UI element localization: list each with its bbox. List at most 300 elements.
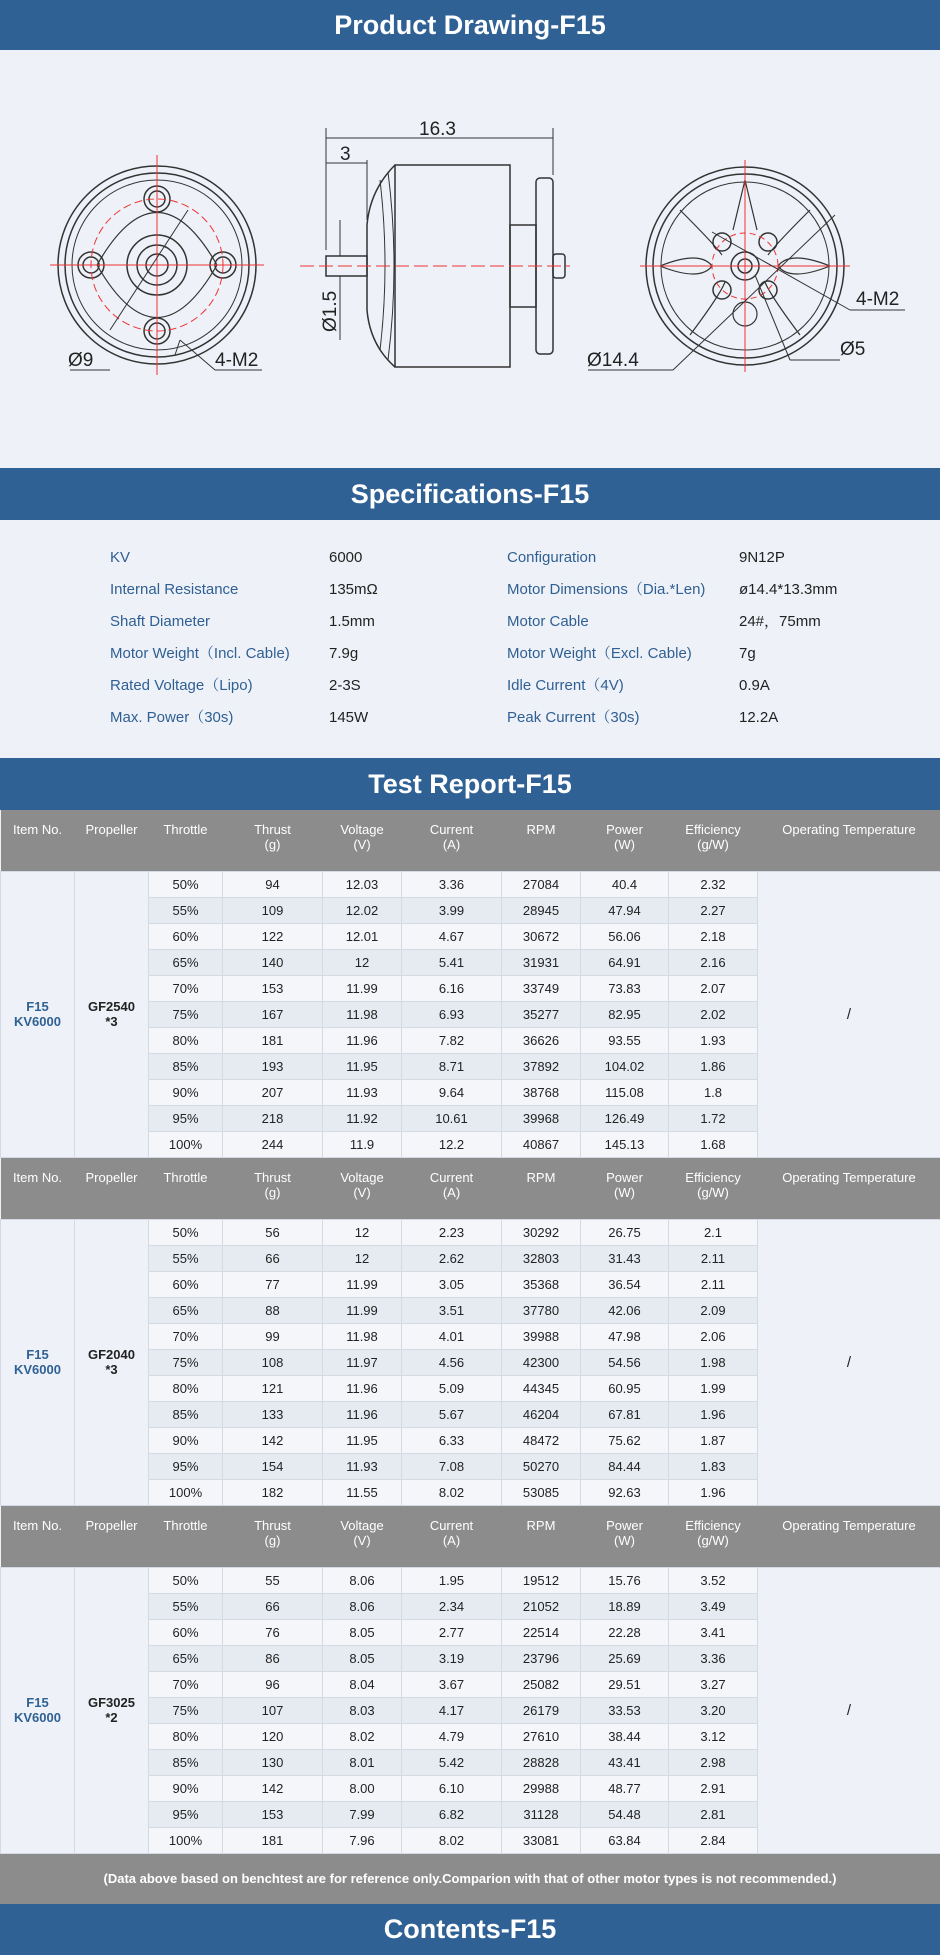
rpm-cell: 31128 [502,1801,581,1827]
propeller-model: GF2540 [88,999,135,1014]
item-number-cell [1,1219,75,1505]
spec-label: Idle Current（4V) [507,677,624,694]
rpm-cell: 25082 [502,1671,581,1697]
header-propeller-label: Propeller [85,822,138,837]
efficiency-cell: 2.11 [669,1271,758,1297]
thrust-cell: 107 [223,1697,323,1723]
throttle-cell: 75% [149,1001,223,1027]
header-operating-temperature [758,810,940,871]
header-thrust-unit: (g) [264,837,281,852]
power-cell: 40.4 [581,871,669,897]
efficiency-cell: 3.27 [669,1671,758,1697]
thrust-cell: 182 [223,1479,323,1505]
thrust-cell: 56 [223,1219,323,1245]
header-propeller [75,1158,149,1219]
test-table-header-row [1,1158,940,1219]
header-current-unit: (A) [442,837,461,852]
product-drawing-svg [0,50,940,468]
header-current [402,1506,502,1567]
voltage-cell: 11.92 [323,1105,402,1131]
thrust-cell: 122 [223,923,323,949]
voltage-cell: 11.96 [323,1375,402,1401]
efficiency-cell: 1.72 [669,1105,758,1131]
efficiency-cell: 3.20 [669,1697,758,1723]
item-number-cell [1,871,75,1157]
efficiency-cell: 3.52 [669,1567,758,1593]
throttle-cell: 65% [149,1297,223,1323]
rpm-cell: 35368 [502,1271,581,1297]
header-power [581,1506,669,1567]
throttle-cell: 55% [149,1245,223,1271]
throttle-cell: 70% [149,975,223,1001]
spec-label: Configuration [507,549,597,566]
header-power-label: Power [606,1170,643,1185]
thrust-cell: 181 [223,1027,323,1053]
header-power [581,1158,669,1219]
header-efficiency-label: Efficiency [685,1518,741,1533]
header-propeller-label: Propeller [85,1518,138,1533]
power-cell: 29.51 [581,1671,669,1697]
spec-row [0,670,940,702]
efficiency-cell: 1.87 [669,1427,758,1453]
left-holes-label: 4-M2 [215,350,259,371]
spec-label: KV [110,549,131,566]
rpm-cell: 39988 [502,1323,581,1349]
spec-row [0,638,940,670]
current-cell: 5.41 [402,949,502,975]
throttle-cell: 100% [149,1131,223,1157]
thrust-cell: 108 [223,1349,323,1375]
test-table [0,1506,940,1854]
header-voltage [323,1506,402,1567]
header-thrust-unit: (g) [264,1185,281,1200]
header-propeller [75,810,149,871]
current-cell: 10.61 [402,1105,502,1131]
rpm-cell: 36626 [502,1027,581,1053]
throttle-cell: 70% [149,1323,223,1349]
efficiency-cell: 1.99 [669,1375,758,1401]
efficiency-cell: 1.8 [669,1079,758,1105]
efficiency-cell: 2.11 [669,1245,758,1271]
power-cell: 47.94 [581,897,669,923]
voltage-cell: 11.96 [323,1401,402,1427]
product-drawing-area [0,50,940,468]
power-cell: 26.75 [581,1219,669,1245]
thrust-cell: 120 [223,1723,323,1749]
thrust-cell: 153 [223,1801,323,1827]
header-voltage-unit: (V) [353,1185,371,1200]
header-item-label: Item No. [12,1170,63,1185]
spec-label: Rated Voltage（Lipo) [110,677,253,694]
header-test-report-title: Test Report-F15 [368,769,572,799]
voltage-cell: 11.93 [323,1453,402,1479]
thrust-cell: 55 [223,1567,323,1593]
header-current-label: Current [429,822,474,837]
efficiency-cell: 2.1 [669,1219,758,1245]
efficiency-cell: 1.86 [669,1053,758,1079]
voltage-cell: 7.96 [323,1827,402,1853]
throttle-cell: 65% [149,1645,223,1671]
voltage-cell: 12 [323,949,402,975]
current-cell: 5.67 [402,1401,502,1427]
header-operating-temperature-label: Operating Temperature [782,1518,916,1533]
rpm-cell: 44345 [502,1375,581,1401]
rpm-cell: 29988 [502,1775,581,1801]
spec-value: 7.9g [329,645,359,662]
current-cell: 2.77 [402,1619,502,1645]
header-voltage-label: Voltage [340,1518,384,1533]
rpm-cell: 31931 [502,949,581,975]
thrust-cell: 66 [223,1245,323,1271]
footnote: (Data above based on benchtest are for reference only.Comparion with that of other motor types is not recommended.) [0,1854,940,1904]
voltage-cell: 8.00 [323,1775,402,1801]
header-specifications-title: Specifications-F15 [350,479,590,509]
header-item [1,1506,75,1567]
current-cell: 5.42 [402,1749,502,1775]
test-report-area [0,810,940,1854]
throttle-cell: 95% [149,1105,223,1131]
throttle-cell: 100% [149,1479,223,1505]
header-product-drawing [0,0,940,50]
table-row [1,1219,940,1245]
header-power-unit: (W) [614,1533,635,1548]
rpm-cell: 33081 [502,1827,581,1853]
current-cell: 3.19 [402,1645,502,1671]
spec-value: ø14.4*13.3mm [739,581,838,598]
throttle-cell: 90% [149,1079,223,1105]
voltage-cell: 12 [323,1245,402,1271]
header-current-unit: (A) [442,1533,461,1548]
power-cell: 25.69 [581,1645,669,1671]
header-efficiency [669,1506,758,1567]
rpm-cell: 26179 [502,1697,581,1723]
header-item [1,1158,75,1219]
throttle-cell: 85% [149,1053,223,1079]
voltage-cell: 12 [323,1219,402,1245]
power-cell: 115.08 [581,1079,669,1105]
power-cell: 75.62 [581,1427,669,1453]
efficiency-cell: 1.93 [669,1027,758,1053]
operating-temperature-cell: / [758,1219,940,1505]
current-cell: 8.02 [402,1827,502,1853]
side-short-label: 3 [340,144,351,165]
efficiency-cell: 2.81 [669,1801,758,1827]
propeller-count: *3 [105,1362,118,1377]
voltage-cell: 12.01 [323,923,402,949]
power-cell: 15.76 [581,1567,669,1593]
throttle-cell: 75% [149,1697,223,1723]
header-operating-temperature [758,1158,940,1219]
thrust-cell: 130 [223,1749,323,1775]
header-current [402,1158,502,1219]
table-row [1,871,940,897]
left-dia-label: Ø9 [68,350,94,371]
thrust-cell: 167 [223,1001,323,1027]
header-thrust-label: Thrust [254,822,291,837]
power-cell: 54.56 [581,1349,669,1375]
throttle-cell: 80% [149,1375,223,1401]
voltage-cell: 11.9 [323,1131,402,1157]
spec-value: 2-3S [329,677,361,694]
thrust-cell: 181 [223,1827,323,1853]
thrust-cell: 86 [223,1645,323,1671]
header-thrust [223,810,323,871]
thrust-cell: 109 [223,897,323,923]
power-cell: 18.89 [581,1593,669,1619]
header-rpm-label: RPM [526,822,556,837]
item-number-kv: KV6000 [14,1362,61,1377]
throttle-cell: 55% [149,897,223,923]
rpm-cell: 28945 [502,897,581,923]
voltage-cell: 11.97 [323,1349,402,1375]
test-table-header-row [1,810,940,871]
rpm-cell: 28828 [502,1749,581,1775]
propeller-cell [75,871,149,1157]
rpm-cell: 21052 [502,1593,581,1619]
header-throttle [149,1158,223,1219]
rpm-cell: 40867 [502,1131,581,1157]
header-voltage-label: Voltage [340,822,384,837]
item-number-cell [1,1567,75,1853]
header-item-label: Item No. [12,822,63,837]
operating-temperature-cell: / [758,1567,940,1853]
thrust-cell: 142 [223,1775,323,1801]
spec-label: Peak Current（30s) [507,709,640,726]
header-current [402,810,502,871]
side-shaft-label: Ø1.5 [320,290,341,332]
spec-row [0,574,940,606]
header-rpm [502,810,581,871]
power-cell: 60.95 [581,1375,669,1401]
throttle-cell: 85% [149,1401,223,1427]
rpm-cell: 30292 [502,1219,581,1245]
power-cell: 42.06 [581,1297,669,1323]
item-number-model: F15 [26,999,49,1014]
header-item-label: Item No. [12,1518,63,1533]
throttle-cell: 55% [149,1593,223,1619]
efficiency-cell: 1.68 [669,1131,758,1157]
header-propeller-label: Propeller [85,1170,138,1185]
header-voltage-unit: (V) [353,1533,371,1548]
header-specifications [0,468,940,520]
rpm-cell: 50270 [502,1453,581,1479]
operating-temperature-cell: / [758,871,940,1157]
rpm-cell: 46204 [502,1401,581,1427]
thrust-cell: 99 [223,1323,323,1349]
current-cell: 4.56 [402,1349,502,1375]
thrust-cell: 153 [223,975,323,1001]
propeller-count: *2 [105,1710,118,1725]
throttle-cell: 65% [149,949,223,975]
header-thrust-label: Thrust [254,1518,291,1533]
voltage-cell: 11.93 [323,1079,402,1105]
rpm-cell: 35277 [502,1001,581,1027]
voltage-cell: 11.55 [323,1479,402,1505]
voltage-cell: 8.06 [323,1567,402,1593]
spec-label: Motor Weight（Incl. Cable) [110,645,290,662]
propeller-cell [75,1219,149,1505]
header-item [1,810,75,871]
throttle-cell: 80% [149,1723,223,1749]
item-number-kv: KV6000 [14,1014,61,1029]
test-table [0,810,940,1158]
efficiency-cell: 2.07 [669,975,758,1001]
current-cell: 5.09 [402,1375,502,1401]
voltage-cell: 12.02 [323,897,402,923]
spec-row [0,542,940,574]
header-throttle-label: Throttle [163,1518,208,1533]
header-thrust-label: Thrust [254,1170,291,1185]
header-efficiency-label: Efficiency [685,1170,741,1185]
rpm-cell: 22514 [502,1619,581,1645]
header-voltage [323,810,402,871]
throttle-cell: 95% [149,1453,223,1479]
header-efficiency [669,810,758,871]
current-cell: 4.79 [402,1723,502,1749]
efficiency-cell: 2.18 [669,923,758,949]
power-cell: 92.63 [581,1479,669,1505]
thrust-cell: 218 [223,1105,323,1131]
propeller-cell [75,1567,149,1853]
spec-label: Motor Dimensions（Dia.*Len) [507,581,706,598]
efficiency-cell: 2.98 [669,1749,758,1775]
header-contents-title: Contents-F15 [383,1914,557,1944]
power-cell: 145.13 [581,1131,669,1157]
voltage-cell: 11.96 [323,1027,402,1053]
voltage-cell: 8.05 [323,1619,402,1645]
right-holes-label: 4-M2 [856,289,900,310]
voltage-cell: 11.99 [323,1271,402,1297]
rpm-cell: 19512 [502,1567,581,1593]
efficiency-cell: 3.36 [669,1645,758,1671]
thrust-cell: 94 [223,871,323,897]
header-thrust-unit: (g) [264,1533,281,1548]
power-cell: 84.44 [581,1453,669,1479]
thrust-cell: 76 [223,1619,323,1645]
header-throttle-label: Throttle [163,822,208,837]
power-cell: 104.02 [581,1053,669,1079]
efficiency-cell: 2.09 [669,1297,758,1323]
spec-row [0,702,940,734]
power-cell: 38.44 [581,1723,669,1749]
current-cell: 3.67 [402,1671,502,1697]
spec-label: Max. Power（30s) [110,709,234,726]
power-cell: 36.54 [581,1271,669,1297]
thrust-cell: 154 [223,1453,323,1479]
current-cell: 12.2 [402,1131,502,1157]
throttle-cell: 85% [149,1749,223,1775]
header-current-unit: (A) [442,1185,461,1200]
spec-value: 9N12P [739,549,785,566]
header-efficiency-unit: (g/W) [697,1185,729,1200]
header-rpm [502,1158,581,1219]
current-cell: 6.10 [402,1775,502,1801]
side-length-label: 16.3 [419,119,456,140]
current-cell: 6.82 [402,1801,502,1827]
rpm-cell: 37780 [502,1297,581,1323]
spec-value: 145W [329,709,369,726]
current-cell: 4.17 [402,1697,502,1723]
throttle-cell: 75% [149,1349,223,1375]
current-cell: 8.02 [402,1479,502,1505]
spec-label: Motor Cable [507,613,589,630]
voltage-cell: 11.99 [323,975,402,1001]
efficiency-cell: 1.96 [669,1401,758,1427]
efficiency-cell: 1.98 [669,1349,758,1375]
throttle-cell: 50% [149,1567,223,1593]
rpm-cell: 48472 [502,1427,581,1453]
thrust-cell: 66 [223,1593,323,1619]
power-cell: 67.81 [581,1401,669,1427]
spec-row [0,606,940,638]
header-thrust [223,1158,323,1219]
spec-value: 0.9A [739,677,770,694]
voltage-cell: 8.02 [323,1723,402,1749]
throttle-cell: 70% [149,1671,223,1697]
voltage-cell: 8.03 [323,1697,402,1723]
thrust-cell: 193 [223,1053,323,1079]
voltage-cell: 8.01 [323,1749,402,1775]
current-cell: 6.93 [402,1001,502,1027]
header-power [581,810,669,871]
current-cell: 7.82 [402,1027,502,1053]
header-operating-temperature-label: Operating Temperature [782,822,916,837]
rpm-cell: 32803 [502,1245,581,1271]
throttle-cell: 90% [149,1775,223,1801]
header-efficiency-unit: (g/W) [697,837,729,852]
spec-label: Internal Resistance [110,581,239,598]
throttle-cell: 60% [149,1619,223,1645]
voltage-cell: 8.06 [323,1593,402,1619]
item-number-model: F15 [26,1695,49,1710]
efficiency-cell: 2.06 [669,1323,758,1349]
left-view-drawing [50,155,264,375]
voltage-cell: 11.98 [323,1323,402,1349]
voltage-cell: 11.95 [323,1427,402,1453]
header-thrust [223,1506,323,1567]
spec-value: 1.5mm [329,613,375,630]
header-power-label: Power [606,822,643,837]
rpm-cell: 39968 [502,1105,581,1131]
header-operating-temperature [758,1506,940,1567]
current-cell: 2.62 [402,1245,502,1271]
power-cell: 63.84 [581,1827,669,1853]
current-cell: 9.64 [402,1079,502,1105]
rpm-cell: 42300 [502,1349,581,1375]
header-voltage [323,1158,402,1219]
current-cell: 6.16 [402,975,502,1001]
rpm-cell: 38768 [502,1079,581,1105]
rpm-cell: 27084 [502,871,581,897]
header-efficiency-unit: (g/W) [697,1533,729,1548]
thrust-cell: 77 [223,1271,323,1297]
throttle-cell: 80% [149,1027,223,1053]
header-contents [0,1904,940,1955]
power-cell: 22.28 [581,1619,669,1645]
header-rpm-label: RPM [526,1518,556,1533]
header-current-label: Current [429,1170,474,1185]
current-cell: 3.05 [402,1271,502,1297]
efficiency-cell: 2.32 [669,871,758,897]
throttle-cell: 50% [149,871,223,897]
current-cell: 4.67 [402,923,502,949]
spec-value: 12.2A [739,709,779,726]
power-cell: 126.49 [581,1105,669,1131]
spec-value: 6000 [329,549,363,566]
rpm-cell: 53085 [502,1479,581,1505]
current-cell: 2.34 [402,1593,502,1619]
efficiency-cell: 3.41 [669,1619,758,1645]
